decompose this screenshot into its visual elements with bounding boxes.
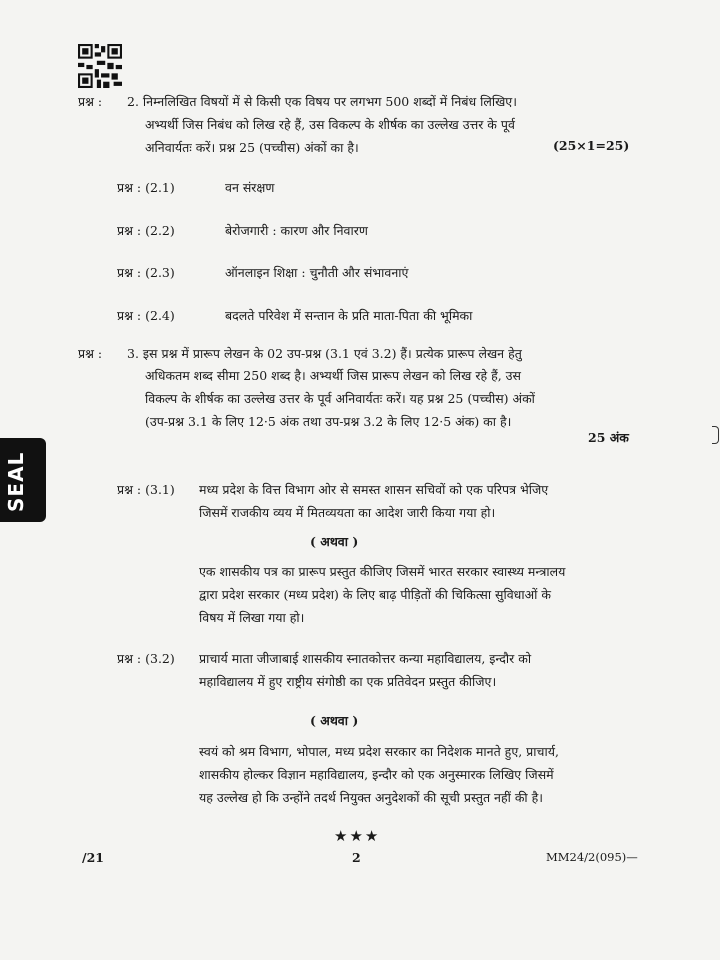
q2-marks: (25×1=25) <box>553 138 630 153</box>
q3-2-label: प्रश्न : (3.2) <box>117 651 175 666</box>
end-stars: ★★★ <box>334 827 381 845</box>
q3-1-line-2: जिसमें राजकीय व्यय में मितव्ययता का आदेश जारी किया गया हो। <box>199 505 496 520</box>
page-number: 2 <box>352 850 361 865</box>
q2-2-label: प्रश्न : (2.2) <box>117 223 175 238</box>
paper-code: MM24/2(095)— <box>546 850 638 864</box>
q3-2-line-2: महाविद्यालय में हुए राष्ट्रीय संगोष्ठी का एक प्रतिवेदन प्रस्तुत कीजिए। <box>199 674 497 689</box>
q3-line-3: विकल्प के शीर्षक का उल्लेख उत्तर के पूर्व अनिवार्यतः करें। यह प्रश्न 25 (पच्चीस) अंकों <box>145 391 535 406</box>
q3-1-or: ( अथवा ) <box>310 534 359 549</box>
q2-4-label: प्रश्न : (2.4) <box>117 308 175 323</box>
edge-mark <box>712 426 719 444</box>
q2-line-2: अभ्यर्थी जिस निबंध को लिख रहे हैं, उस विकल्प के शीर्षक का उल्लेख उत्तर के पूर्व <box>145 117 515 132</box>
footer-left: /21 <box>82 850 104 865</box>
q2-label: प्रश्न : <box>78 94 103 109</box>
q2-3-label: प्रश्न : (2.3) <box>117 265 175 280</box>
q3-1-line-1: मध्य प्रदेश के वित्त विभाग ओर से समस्त शासन सचिवों को एक परिपत्र भेजिए <box>199 482 549 497</box>
q2-4-text: बदलते परिवेश में सन्तान के प्रति माता-पिता की भूमिका <box>225 308 473 323</box>
q3-line-4: (उप-प्रश्न 3.1 के लिए 12·5 अंक तथा उप-प्रश्न 3.2 के लिए 12·5 अंक) का है। <box>145 414 512 429</box>
q3-2-alt-line-1: स्वयं को श्रम विभाग, भोपाल, मध्य प्रदेश सरकार का निदेशक मानते हुए, प्राचार्य, <box>199 744 559 759</box>
qr-code <box>78 44 122 88</box>
q3-1-label: प्रश्न : (3.1) <box>117 482 175 497</box>
q3-2-alt-line-2: शासकीय होल्कर विज्ञान महाविद्यालय, इन्दौर को एक अनुस्मारक लिखिए जिसमें <box>199 767 554 782</box>
q3-marks: 25 अंक <box>588 430 629 445</box>
q3-1-alt-line-3: विषय में लिखा गया हो। <box>199 610 305 625</box>
q3-2-alt-line-3: यह उल्लेख हो कि उन्होंने तदर्थ नियुक्त अनुदेशकों की सूची प्रस्तुत नहीं की है। <box>199 790 544 805</box>
q2-1-label: प्रश्न : (2.1) <box>117 180 175 195</box>
q2-1-text: वन संरक्षण <box>225 180 275 195</box>
q3-line-2: अधिकतम शब्द सीमा 250 शब्द है। अभ्यर्थी जिस प्रारूप लेखन को लिख रहे हैं, उस <box>145 368 521 383</box>
q2-3-text: ऑनलाइन शिक्षा : चुनौती और संभावनाएं <box>225 265 409 280</box>
q3-2-or: ( अथवा ) <box>310 713 359 728</box>
q2-2-text: बेरोजगारी : कारण और निवारण <box>225 223 368 238</box>
q3-line-1: 3. इस प्रश्न में प्रारूप लेखन के 02 उप-प्रश्न (3.1 एवं 3.2) हैं। प्रत्येक प्रारूप लेखन हेतु <box>127 346 522 361</box>
q3-1-alt-line-1: एक शासकीय पत्र का प्रारूप प्रस्तुत कीजिए जिसमें भारत सरकार स्वास्थ्य मन्त्रालय <box>199 564 566 579</box>
seal-label: SEAL <box>4 451 28 512</box>
q3-2-line-1: प्राचार्य माता जीजाबाई शासकीय स्नातकोत्तर कन्या महाविद्यालय, इन्दौर को <box>199 651 532 666</box>
q2-line-3: अनिवार्यतः करें। प्रश्न 25 (पच्चीस) अंकों का है। <box>145 140 359 155</box>
q2-line-1: 2. निम्नलिखित विषयों में से किसी एक विषय पर लगभग 500 शब्दों में निबंध लिखिए। <box>127 94 517 109</box>
q3-1-alt-line-2: द्वारा प्रदेश सरकार (मध्य प्रदेश) के लिए बाढ़ पीड़ितों की चिकित्सा सुविधाओं के <box>199 587 551 602</box>
q3-label: प्रश्न : <box>78 346 103 361</box>
seal-tab <box>0 438 46 522</box>
